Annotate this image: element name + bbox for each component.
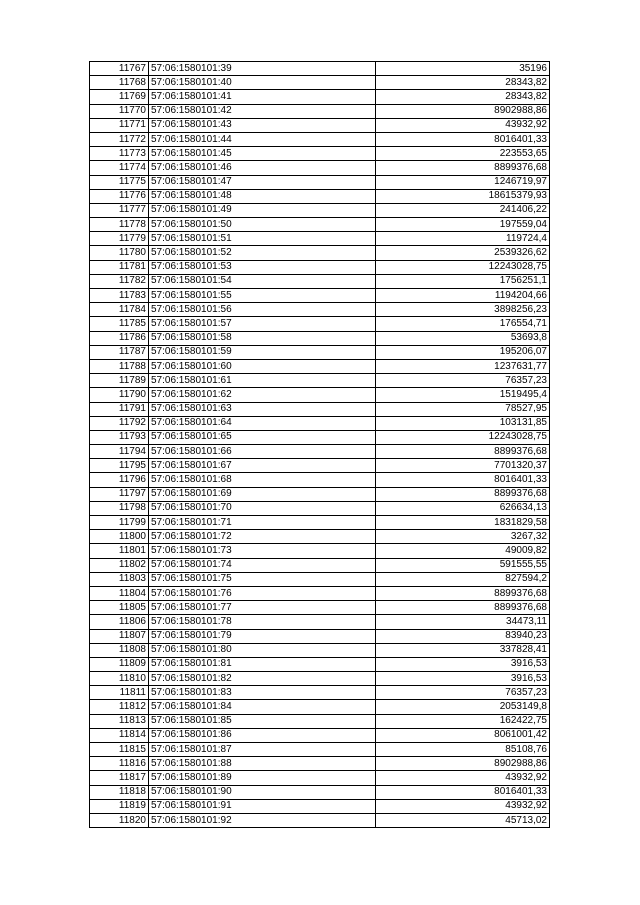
table-row [90,785,550,799]
table-row [90,345,550,359]
value-cell: 8899376,68 [376,586,550,600]
cadastral-number-cell: 57:06:1580101:82 [149,672,376,686]
table-row [90,615,550,629]
value-cell: 223553,65 [376,147,550,161]
row-number-cell: 11790 [90,388,149,402]
value-cell: 7701320,37 [376,459,550,473]
value-cell: 34473,11 [376,615,550,629]
value-cell: 18615379,93 [376,189,550,203]
table-row [90,62,550,76]
table-row [90,501,550,515]
cadastral-number-cell: 57:06:1580101:61 [149,374,376,388]
table-row [90,572,550,586]
cadastral-number-cell: 57:06:1580101:77 [149,601,376,615]
cadastral-number-cell: 57:06:1580101:69 [149,487,376,501]
cadastral-number-cell: 57:06:1580101:44 [149,132,376,146]
table-row [90,672,550,686]
table-row [90,359,550,373]
value-cell: 83940,23 [376,629,550,643]
cadastral-number-cell: 57:06:1580101:85 [149,714,376,728]
value-cell: 3916,53 [376,672,550,686]
cadastral-number-cell: 57:06:1580101:79 [149,629,376,643]
row-number-cell: 11798 [90,501,149,515]
value-cell: 76357,23 [376,374,550,388]
value-cell: 241406,22 [376,203,550,217]
table-row [90,104,550,118]
row-number-cell: 11784 [90,303,149,317]
table-row [90,274,550,288]
value-cell: 12243028,75 [376,260,550,274]
value-cell: 2539326,62 [376,246,550,260]
table-row [90,728,550,742]
cadastral-number-cell: 57:06:1580101:80 [149,643,376,657]
cadastral-number-cell: 57:06:1580101:49 [149,203,376,217]
row-number-cell: 11812 [90,700,149,714]
table-row [90,473,550,487]
row-number-cell: 11808 [90,643,149,657]
cadastral-number-cell: 57:06:1580101:54 [149,274,376,288]
cadastral-number-cell: 57:06:1580101:53 [149,260,376,274]
value-cell: 3898256,23 [376,303,550,317]
value-cell: 8899376,68 [376,487,550,501]
value-cell: 162422,75 [376,714,550,728]
value-cell: 12243028,75 [376,430,550,444]
cadastral-number-cell: 57:06:1580101:63 [149,402,376,416]
table-row [90,388,550,402]
row-number-cell: 11795 [90,459,149,473]
value-cell: 8899376,68 [376,161,550,175]
table-row [90,601,550,615]
row-number-cell: 11788 [90,359,149,373]
cadastral-number-cell: 57:06:1580101:73 [149,544,376,558]
cadastral-value-table [89,61,550,828]
table-row [90,743,550,757]
value-cell: 1519495,4 [376,388,550,402]
row-number-cell: 11815 [90,743,149,757]
cadastral-number-cell: 57:06:1580101:62 [149,388,376,402]
row-number-cell: 11770 [90,104,149,118]
table-row [90,218,550,232]
value-cell: 1237631,77 [376,359,550,373]
row-number-cell: 11769 [90,90,149,104]
value-cell: 8061001,42 [376,728,550,742]
value-cell: 626634,13 [376,501,550,515]
cadastral-number-cell: 57:06:1580101:84 [149,700,376,714]
value-cell: 1246719,97 [376,175,550,189]
value-cell: 2053149,8 [376,700,550,714]
table-row [90,402,550,416]
value-cell: 43932,92 [376,799,550,813]
table-row [90,714,550,728]
cadastral-number-cell: 57:06:1580101:58 [149,331,376,345]
cadastral-number-cell: 57:06:1580101:72 [149,530,376,544]
table-row [90,799,550,813]
table-row [90,445,550,459]
row-number-cell: 11811 [90,686,149,700]
value-cell: 8016401,33 [376,785,550,799]
row-number-cell: 11772 [90,132,149,146]
cadastral-number-cell: 57:06:1580101:83 [149,686,376,700]
cadastral-number-cell: 57:06:1580101:68 [149,473,376,487]
value-cell: 1831829,58 [376,516,550,530]
table-row [90,586,550,600]
row-number-cell: 11781 [90,260,149,274]
row-number-cell: 11791 [90,402,149,416]
cadastral-number-cell: 57:06:1580101:67 [149,459,376,473]
row-number-cell: 11801 [90,544,149,558]
row-number-cell: 11782 [90,274,149,288]
value-cell: 827594,2 [376,572,550,586]
value-cell: 53693,8 [376,331,550,345]
value-cell: 43932,92 [376,771,550,785]
cadastral-number-cell: 57:06:1580101:88 [149,757,376,771]
row-number-cell: 11776 [90,189,149,203]
cadastral-number-cell: 57:06:1580101:43 [149,118,376,132]
value-cell: 49009,82 [376,544,550,558]
table-row [90,686,550,700]
value-cell: 103131,85 [376,416,550,430]
row-number-cell: 11802 [90,558,149,572]
value-cell: 8899376,68 [376,445,550,459]
row-number-cell: 11779 [90,232,149,246]
table-row [90,558,550,572]
cadastral-number-cell: 57:06:1580101:65 [149,430,376,444]
row-number-cell: 11774 [90,161,149,175]
row-number-cell: 11820 [90,813,149,827]
table-row [90,246,550,260]
cadastral-number-cell: 57:06:1580101:51 [149,232,376,246]
cadastral-number-cell: 57:06:1580101:57 [149,317,376,331]
row-number-cell: 11789 [90,374,149,388]
value-cell: 195206,07 [376,345,550,359]
table-row [90,289,550,303]
value-cell: 76357,23 [376,686,550,700]
row-number-cell: 11767 [90,62,149,76]
cadastral-number-cell: 57:06:1580101:78 [149,615,376,629]
value-cell: 8016401,33 [376,132,550,146]
row-number-cell: 11771 [90,118,149,132]
table-row [90,530,550,544]
row-number-cell: 11804 [90,586,149,600]
value-cell: 85108,76 [376,743,550,757]
cadastral-number-cell: 57:06:1580101:60 [149,359,376,373]
cadastral-number-cell: 57:06:1580101:55 [149,289,376,303]
value-cell: 3916,53 [376,657,550,671]
table-row [90,161,550,175]
row-number-cell: 11817 [90,771,149,785]
value-cell: 78527,95 [376,402,550,416]
value-cell: 45713,02 [376,813,550,827]
table-row [90,260,550,274]
cadastral-number-cell: 57:06:1580101:75 [149,572,376,586]
row-number-cell: 11780 [90,246,149,260]
table-row [90,771,550,785]
cadastral-number-cell: 57:06:1580101:86 [149,728,376,742]
row-number-cell: 11813 [90,714,149,728]
cadastral-number-cell: 57:06:1580101:81 [149,657,376,671]
value-cell: 8016401,33 [376,473,550,487]
value-cell: 28343,82 [376,90,550,104]
value-cell: 8902988,86 [376,104,550,118]
row-number-cell: 11786 [90,331,149,345]
table-row [90,175,550,189]
value-cell: 35196 [376,62,550,76]
table-row [90,487,550,501]
value-cell: 8902988,86 [376,757,550,771]
table-row [90,374,550,388]
table-row [90,416,550,430]
value-cell: 43932,92 [376,118,550,132]
cadastral-number-cell: 57:06:1580101:70 [149,501,376,515]
table-row [90,118,550,132]
cadastral-number-cell: 57:06:1580101:59 [149,345,376,359]
table-row [90,189,550,203]
table-row [90,303,550,317]
cadastral-number-cell: 57:06:1580101:52 [149,246,376,260]
cadastral-number-cell: 57:06:1580101:48 [149,189,376,203]
row-number-cell: 11768 [90,76,149,90]
cadastral-number-cell: 57:06:1580101:90 [149,785,376,799]
cadastral-number-cell: 57:06:1580101:66 [149,445,376,459]
cadastral-number-cell: 57:06:1580101:45 [149,147,376,161]
table-row [90,76,550,90]
value-cell: 197559,04 [376,218,550,232]
row-number-cell: 11778 [90,218,149,232]
cadastral-number-cell: 57:06:1580101:39 [149,62,376,76]
row-number-cell: 11803 [90,572,149,586]
table-row [90,232,550,246]
cadastral-number-cell: 57:06:1580101:74 [149,558,376,572]
table-row [90,317,550,331]
cadastral-number-cell: 57:06:1580101:46 [149,161,376,175]
row-number-cell: 11816 [90,757,149,771]
value-cell: 119724,4 [376,232,550,246]
row-number-cell: 11783 [90,289,149,303]
cadastral-number-cell: 57:06:1580101:89 [149,771,376,785]
table-row [90,430,550,444]
row-number-cell: 11807 [90,629,149,643]
row-number-cell: 11818 [90,785,149,799]
row-number-cell: 11799 [90,516,149,530]
value-cell: 3267,32 [376,530,550,544]
row-number-cell: 11806 [90,615,149,629]
row-number-cell: 11796 [90,473,149,487]
table-row [90,629,550,643]
value-cell: 591555,55 [376,558,550,572]
value-cell: 28343,82 [376,76,550,90]
cadastral-number-cell: 57:06:1580101:41 [149,90,376,104]
value-cell: 337828,41 [376,643,550,657]
row-number-cell: 11809 [90,657,149,671]
row-number-cell: 11785 [90,317,149,331]
row-number-cell: 11775 [90,175,149,189]
table-row [90,657,550,671]
value-cell: 8899376,68 [376,601,550,615]
row-number-cell: 11805 [90,601,149,615]
cadastral-number-cell: 57:06:1580101:64 [149,416,376,430]
cadastral-number-cell: 57:06:1580101:47 [149,175,376,189]
row-number-cell: 11787 [90,345,149,359]
table-row [90,544,550,558]
cadastral-number-cell: 57:06:1580101:42 [149,104,376,118]
cadastral-number-cell: 57:06:1580101:40 [149,76,376,90]
table-row [90,90,550,104]
table-row [90,331,550,345]
cadastral-number-cell: 57:06:1580101:87 [149,743,376,757]
table-body [90,62,550,828]
row-number-cell: 11810 [90,672,149,686]
row-number-cell: 11797 [90,487,149,501]
table-row [90,757,550,771]
value-cell: 176554,71 [376,317,550,331]
cadastral-number-cell: 57:06:1580101:71 [149,516,376,530]
value-cell: 1194204,66 [376,289,550,303]
row-number-cell: 11819 [90,799,149,813]
row-number-cell: 11773 [90,147,149,161]
table-row [90,643,550,657]
cadastral-number-cell: 57:06:1580101:91 [149,799,376,813]
table-row [90,203,550,217]
row-number-cell: 11792 [90,416,149,430]
row-number-cell: 11814 [90,728,149,742]
value-cell: 1756251,1 [376,274,550,288]
cadastral-number-cell: 57:06:1580101:56 [149,303,376,317]
cadastral-number-cell: 57:06:1580101:76 [149,586,376,600]
table-row [90,516,550,530]
row-number-cell: 11800 [90,530,149,544]
row-number-cell: 11777 [90,203,149,217]
table-row [90,147,550,161]
table-row [90,700,550,714]
row-number-cell: 11793 [90,430,149,444]
cadastral-number-cell: 57:06:1580101:50 [149,218,376,232]
cadastral-number-cell: 57:06:1580101:92 [149,813,376,827]
table-row [90,459,550,473]
table-row [90,813,550,827]
table-row [90,132,550,146]
row-number-cell: 11794 [90,445,149,459]
